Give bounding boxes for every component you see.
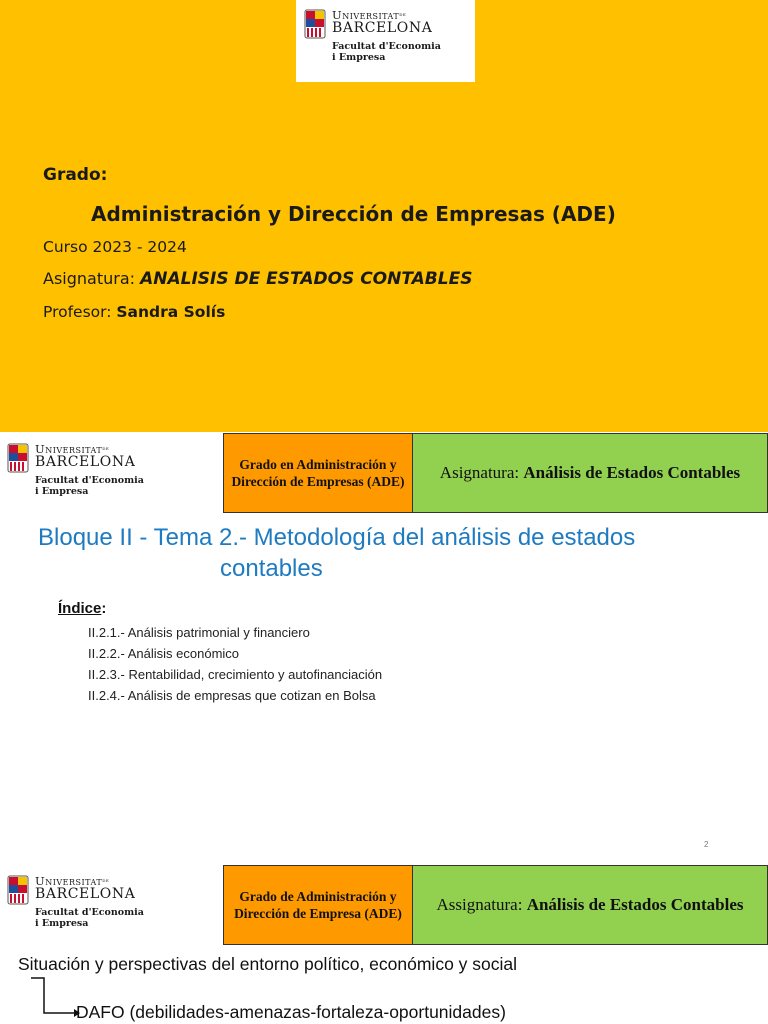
logo-city: BARCELONA	[35, 454, 136, 470]
index-item: II.2.4.- Análisis de empresas que cotizan en Bolsa	[88, 688, 376, 703]
university-shield-icon	[7, 443, 29, 473]
slide2-header	[0, 433, 768, 513]
logo-city: BARCELONA	[35, 886, 136, 902]
grado-label: Grado:	[43, 165, 108, 185]
situation-text: Situación y perspectivas del entorno político, económico y social	[18, 954, 518, 974]
logo-university-name: Universitat$^{de}$	[35, 442, 110, 456]
degree-header-cell: Grado en Administración y Dirección de Empresas (ADE)	[223, 433, 413, 513]
professor-name: Sandra Solís	[116, 303, 226, 321]
title-slide	[0, 0, 768, 432]
logo-faculty: Facultat d'Economia i Empresa	[35, 475, 144, 497]
logo-box	[296, 0, 475, 82]
course-year: Curso 2023 - 2024	[43, 238, 187, 256]
index-item: II.2.2.- Análisis económico	[88, 646, 240, 661]
subject-name: ANALISIS DE ESTADOS CONTABLES	[140, 269, 473, 289]
index-item: II.2.1.- Análisis patrimonial y financiero	[88, 625, 310, 640]
index-list	[88, 622, 382, 706]
index-heading: Índice:	[58, 600, 107, 617]
logo-faculty: Facultat d'Economia i Empresa	[332, 41, 441, 63]
logo-university-name: Universitat$^{de}$	[332, 8, 407, 22]
university-logo	[304, 9, 441, 63]
subject-header-cell: Assignatura: Análisis de Estados Contables	[413, 865, 768, 945]
slide2-title: Bloque II - Tema 2.- Metodología del análisis de estados contables	[38, 524, 636, 582]
logo-university-name: Universitat$^{de}$	[35, 874, 110, 888]
logo-faculty: Facultat d'Economia i Empresa	[35, 907, 144, 929]
page-number: 2	[704, 840, 709, 849]
logo-city: BARCELONA	[332, 20, 433, 36]
slide3-header	[0, 865, 768, 945]
university-logo	[7, 875, 144, 929]
subject-header-cell: Asignatura: Análisis de Estados Contables	[413, 433, 768, 513]
connector-arrow-icon	[30, 977, 80, 1017]
slide3-logo-area	[0, 865, 223, 945]
degree-header-cell: Grado de Administración y Dirección de Empresa (ADE)	[223, 865, 413, 945]
university-shield-icon	[304, 9, 326, 39]
index-item: II.2.3.- Rentabilidad, crecimiento y autofinanciación	[88, 667, 383, 682]
university-logo	[7, 443, 144, 497]
subject-line: Asignatura: ANALISIS DE ESTADOS CONTABLES	[43, 269, 473, 289]
university-shield-icon	[7, 875, 29, 905]
degree-title: Administración y Dirección de Empresas (ADE)	[91, 202, 616, 226]
professor-line: Profesor: Sandra Solís	[43, 303, 226, 321]
dafo-text: DAFO (debilidades-amenazas-fortaleza-oportunidades)	[76, 1002, 506, 1022]
slide2-logo-area	[0, 433, 223, 513]
